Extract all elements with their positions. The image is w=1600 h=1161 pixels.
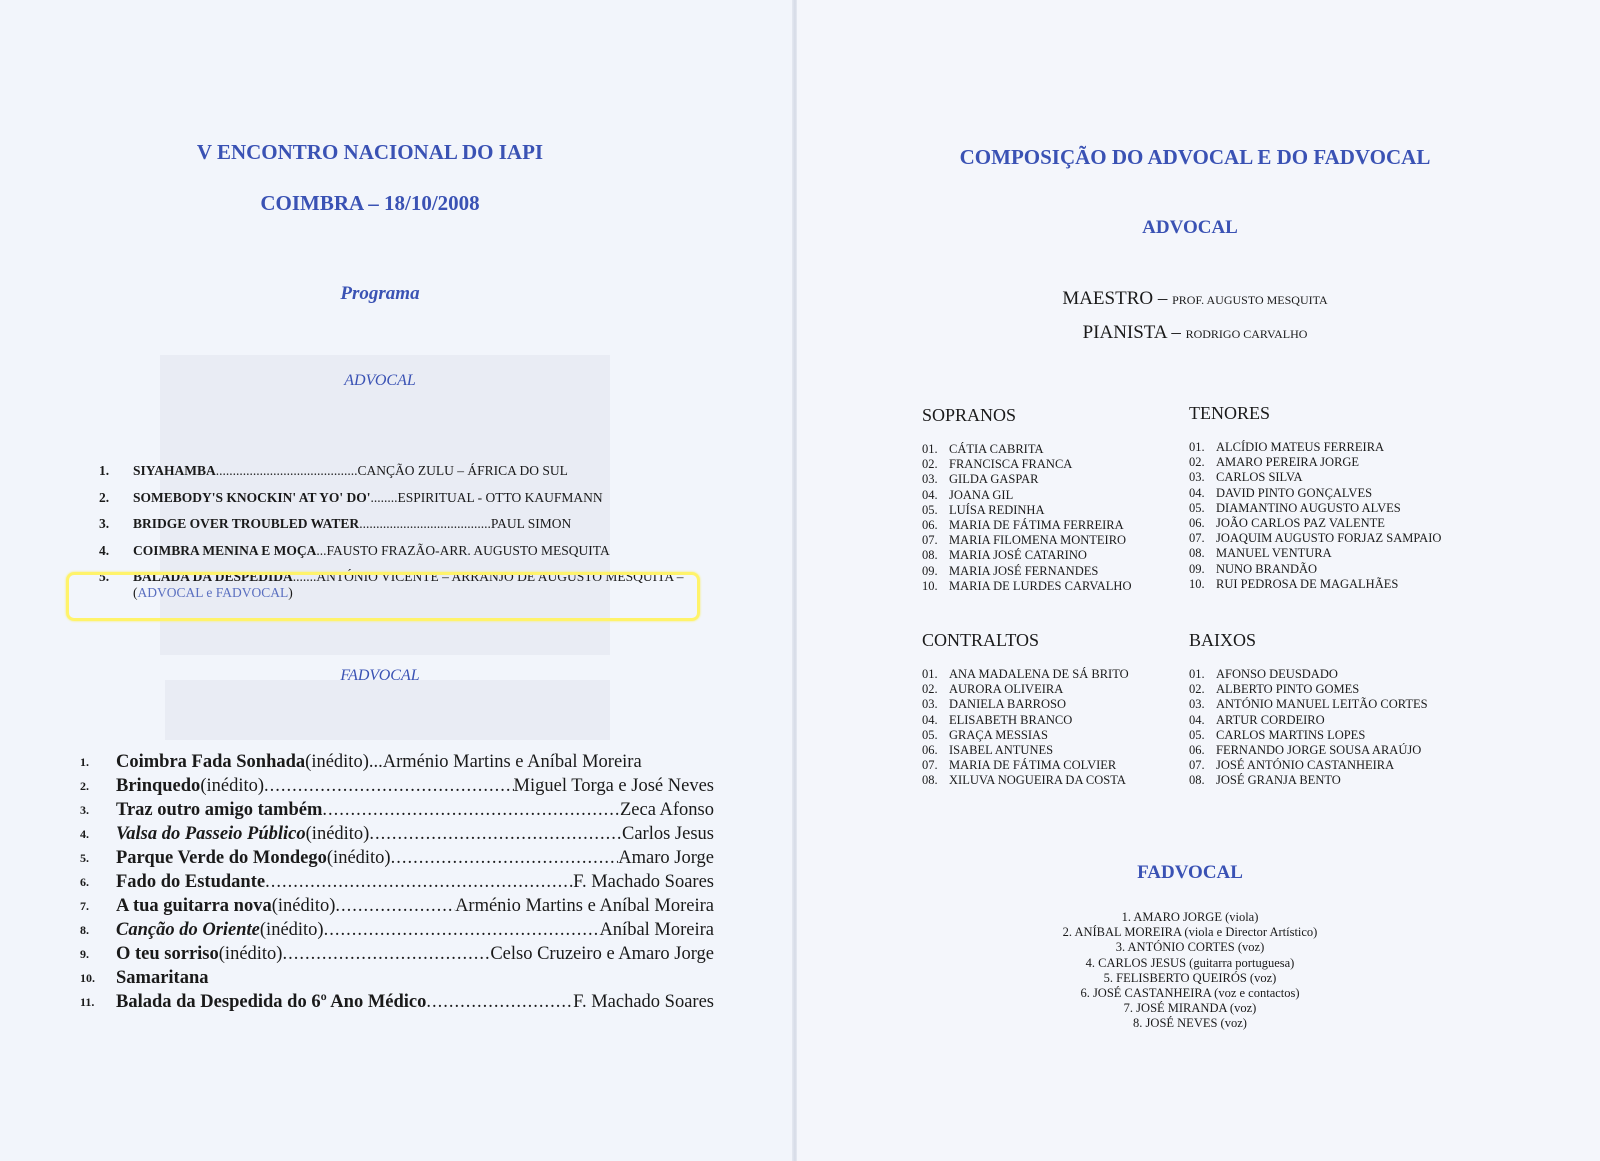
member-name: ANTÓNIO MANUEL LEITÃO CORTES — [1216, 697, 1428, 712]
list-item — [1189, 562, 1489, 577]
member-name: FERNANDO JORGE SOUSA ARAÚJO — [1216, 742, 1422, 757]
member-number: 02. — [922, 682, 938, 697]
list-item: 4. Valsa do Passeio Público (inédito) ..... Carlos Jesus — [80, 822, 714, 846]
member-number: 07. — [922, 533, 938, 548]
member-number: 10. — [1189, 576, 1205, 591]
list-item: 3. ANTÓNIO CORTES (voz) — [1115, 940, 1265, 955]
list-item — [922, 457, 1182, 472]
member-number: 09. — [1189, 561, 1205, 576]
list-item: 2. ANÍBAL MOREIRA (viola e Director Artístico) — [1062, 925, 1318, 940]
member-number: 08. — [1189, 546, 1205, 561]
member-name: NUNO BRANDÃO — [1216, 561, 1318, 576]
member-number: 05. — [1189, 727, 1205, 742]
list-item — [1189, 697, 1489, 712]
member-number: 06. — [922, 742, 938, 757]
member-number: 09. — [922, 563, 938, 578]
member-name: MARIA DE FÁTIMA FERREIRA — [949, 517, 1124, 532]
list-item: 1. SIYAHAMBA..........................................CANÇÃO ZULU – ÁFRICA DO SUL — [99, 463, 568, 478]
member-number: 03. — [1189, 470, 1205, 485]
programa-heading: Programa — [340, 283, 420, 304]
list-item — [1189, 713, 1489, 728]
member-name: MANUEL VENTURA — [1216, 546, 1332, 561]
fadvocal-members-list — [990, 910, 1390, 1032]
member-name: GILDA GASPAR — [949, 472, 1039, 487]
fadvocal-program-heading: FADVOCAL — [340, 667, 420, 684]
member-number: 04. — [1189, 712, 1205, 727]
list-item — [922, 728, 1182, 743]
list-item — [922, 503, 1182, 518]
list-item: 1. AMARO JORGE (viola) — [1121, 910, 1259, 924]
member-name: MARIA JOSÉ FERNANDES — [949, 563, 1099, 578]
list-item — [922, 667, 1182, 682]
member-name: ELISABETH BRANCO — [949, 712, 1073, 727]
member-number: 01. — [1189, 440, 1205, 454]
contraltos-list — [922, 667, 1182, 789]
list-item — [922, 488, 1182, 503]
member-name: JOAQUIM AUGUSTO FORJAZ SAMPAIO — [1216, 531, 1442, 546]
list-item — [922, 548, 1182, 563]
member-name: LUÍSA REDINHA — [949, 502, 1045, 517]
member-name: CÁTIA CABRITA — [949, 442, 1044, 456]
member-number: 03. — [1189, 697, 1205, 712]
list-item: 8. Canção do Oriente (inédito) ..... Aníbal Moreira — [80, 918, 714, 942]
member-name: JOÃO CARLOS PAZ VALENTE — [1216, 515, 1385, 530]
baixos-list — [1189, 667, 1489, 789]
member-name: CARLOS SILVA — [1216, 470, 1303, 485]
member-name: MARIA JOSÉ CATARINO — [949, 548, 1087, 563]
member-number: 05. — [1189, 500, 1205, 515]
member-number: 10. — [922, 578, 938, 593]
member-name: MARIA FILOMENA MONTEIRO — [949, 533, 1127, 548]
list-item: 2. SOMEBODY'S KNOCKIN' AT YO' DO'........ESPIRITUAL - OTTO KAUFMANN — [99, 489, 603, 505]
list-item: 5. FELISBERTO QUEIRÓS (voz) — [1103, 970, 1277, 985]
pianista-line: PIANISTA – RODRIGO CARVALHO — [1082, 322, 1308, 343]
tenores-heading: TENORES — [1189, 403, 1270, 423]
list-item — [922, 518, 1182, 533]
contraltos-heading: CONTRALTOS — [922, 630, 1040, 650]
member-number: 05. — [922, 727, 938, 742]
composition-title: COMPOSIÇÃO DO ADVOCAL E DO FADVOCAL — [959, 145, 1431, 169]
left-page — [0, 0, 796, 1161]
sopranos-heading: SOPRANOS — [922, 405, 1017, 425]
member-number: 04. — [1189, 485, 1205, 500]
list-item — [1189, 516, 1489, 531]
member-number: 03. — [922, 697, 938, 712]
bleed-through-block — [165, 680, 610, 740]
list-item — [922, 472, 1182, 487]
list-item — [922, 533, 1182, 548]
member-name: GRAÇA MESSIAS — [949, 727, 1048, 742]
member-name: MARIA DE FÁTIMA COLVIER — [949, 758, 1117, 773]
list-item: 5. BALADA DA DESPEDIDA.......ANTÓNIO VICENTE – ARRANJO DE AUGUSTO MESQUITA – (ADVOCAL e FADVOCAL) — [99, 569, 684, 600]
member-number: 04. — [922, 487, 938, 502]
list-item: 4. COIMBRA MENINA E MOÇA...FAUSTO FRAZÃO-ARR. AUGUSTO MESQUITA — [99, 542, 610, 558]
list-item — [1189, 773, 1489, 788]
list-item — [922, 682, 1182, 697]
list-item: 3. BRIDGE OVER TROUBLED WATER.......................................PAUL SIMON — [99, 516, 572, 531]
member-name: DANIELA BARROSO — [949, 697, 1067, 712]
list-item: 2. Brinquedo (inédito) ..... Miguel Torga e José Neves — [80, 774, 714, 798]
member-number: 04. — [922, 712, 938, 727]
list-item: 7. JOSÉ MIRANDA (voz) — [1123, 1001, 1257, 1016]
list-item: 8. JOSÉ NEVES (voz) — [1133, 1016, 1247, 1031]
member-name: AFONSO DEUSDADO — [1216, 667, 1338, 681]
member-number: 06. — [1189, 742, 1205, 757]
fadvocal-heading: FADVOCAL — [1137, 862, 1243, 883]
list-item: 3. Traz outro amigo também ..... Zeca Afonso — [80, 798, 714, 822]
list-item — [1189, 758, 1489, 773]
list-item — [922, 442, 1182, 457]
member-number: 01. — [922, 442, 938, 456]
member-number: 01. — [1189, 667, 1205, 681]
event-subtitle: COIMBRA – 18/10/2008 — [260, 191, 480, 215]
list-item — [922, 743, 1182, 758]
highlight-marker — [66, 572, 700, 621]
member-name: ARTUR CORDEIRO — [1216, 712, 1325, 727]
list-item — [1189, 470, 1489, 485]
list-item: 10. Samaritana — [80, 968, 209, 988]
member-name: DIAMANTINO AUGUSTO ALVES — [1216, 500, 1401, 515]
member-number: 08. — [1189, 773, 1205, 788]
member-name: AMARO PEREIRA JORGE — [1216, 455, 1360, 470]
member-name: JOSÉ GRANJA BENTO — [1216, 773, 1341, 788]
list-item — [1189, 546, 1489, 561]
list-item: 9. O teu sorriso (inédito) ..... Celso Cruzeiro e Amaro Jorge — [80, 942, 714, 966]
member-name: MARIA DE LURDES CARVALHO — [949, 578, 1132, 593]
list-item — [1189, 486, 1489, 501]
member-name: FRANCISCA FRANCA — [949, 457, 1073, 472]
advocal-heading: ADVOCAL — [1142, 217, 1238, 238]
member-number: 01. — [922, 667, 938, 681]
list-item — [1189, 455, 1489, 470]
member-number: 06. — [1189, 515, 1205, 530]
member-name: XILUVA NOGUEIRA DA COSTA — [949, 773, 1126, 788]
list-item: 4. CARLOS JESUS (guitarra portuguesa) — [1085, 955, 1295, 970]
member-number: 02. — [922, 457, 938, 472]
member-name: CARLOS MARTINS LOPES — [1216, 727, 1366, 742]
advocal-program-heading: ADVOCAL — [344, 372, 416, 389]
list-item — [922, 758, 1182, 773]
list-item — [1189, 743, 1489, 758]
member-name: ANA MADALENA DE SÁ BRITO — [949, 667, 1129, 681]
list-item: 6. JOSÉ CASTANHEIRA (voz e contactos) — [1080, 986, 1300, 1001]
event-title: V ENCONTRO NACIONAL DO IAPI — [196, 140, 544, 164]
member-number: 02. — [1189, 682, 1205, 697]
list-item: 11. Balada da Despedida do 6º Ano Médico ..... F. Machado Soares — [80, 990, 714, 1014]
member-name: JOANA GIL — [949, 487, 1014, 502]
sopranos-list — [922, 442, 1182, 594]
list-item: 1. Coimbra Fada Sonhada (inédito)... Arménio Martins e Aníbal Moreira — [80, 752, 642, 772]
member-number: 03. — [922, 472, 938, 487]
member-number: 07. — [922, 758, 938, 773]
member-name: AURORA OLIVEIRA — [949, 682, 1064, 697]
list-item — [922, 713, 1182, 728]
list-item: 6. Fado do Estudante ..... F. Machado Soares — [80, 870, 714, 894]
list-item — [1189, 728, 1489, 743]
member-number: 02. — [1189, 455, 1205, 470]
fadvocal-program-list — [80, 750, 714, 1014]
member-number: 07. — [1189, 531, 1205, 546]
member-number: 05. — [922, 502, 938, 517]
list-item — [1189, 531, 1489, 546]
tenores-list — [1189, 440, 1489, 592]
list-item — [1189, 501, 1489, 516]
list-item — [922, 579, 1182, 594]
list-item: 5. Parque Verde do Mondego (inédito) ..... Amaro Jorge — [80, 846, 714, 870]
list-item — [1189, 682, 1489, 697]
list-item — [922, 564, 1182, 579]
list-item — [1189, 577, 1489, 592]
member-name: DAVID PINTO GONÇALVES — [1216, 485, 1373, 500]
member-number: 06. — [922, 517, 938, 532]
list-item — [1189, 440, 1489, 455]
list-item: 7. A tua guitarra nova (inédito) ..... Arménio Martins e Aníbal Moreira — [80, 894, 714, 918]
baixos-heading: BAIXOS — [1189, 630, 1257, 650]
list-item — [922, 697, 1182, 712]
member-number: 07. — [1189, 758, 1205, 773]
member-name: ALCÍDIO MATEUS FERREIRA — [1216, 440, 1385, 454]
member-name: ALBERTO PINTO GOMES — [1216, 682, 1360, 697]
member-number: 08. — [922, 548, 938, 563]
member-name: ISABEL ANTUNES — [949, 742, 1054, 757]
maestro-line: MAESTRO – PROF. AUGUSTO MESQUITA — [1062, 288, 1328, 309]
member-number: 08. — [922, 773, 938, 788]
member-name: JOSÉ ANTÓNIO CASTANHEIRA — [1216, 758, 1395, 773]
member-name: RUI PEDROSA DE MAGALHÃES — [1216, 576, 1399, 591]
list-item — [922, 773, 1182, 788]
list-item — [1189, 667, 1489, 682]
